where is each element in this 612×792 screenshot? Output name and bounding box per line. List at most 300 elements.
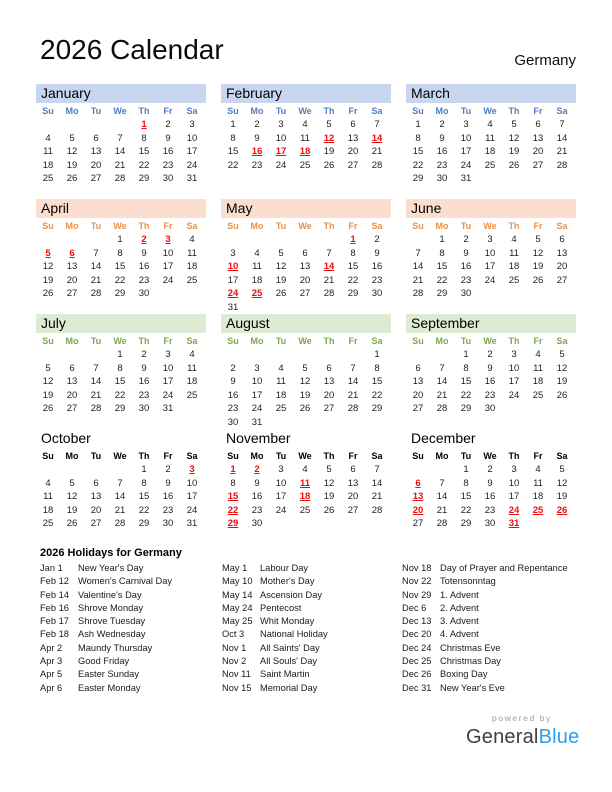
day-cell: 22 — [114, 389, 126, 401]
week-row — [221, 132, 391, 146]
month-title: October — [36, 429, 206, 448]
holiday-item — [40, 602, 172, 615]
day-cell: 2 — [165, 464, 171, 475]
day-cell: 15 — [138, 146, 150, 157]
day-cell: 13 — [347, 132, 359, 144]
day-cell: 7 — [93, 362, 99, 374]
month-may — [221, 199, 391, 314]
weekday-label: Sa — [186, 221, 198, 231]
week-row — [406, 247, 576, 261]
day-cell: 7 — [439, 362, 445, 374]
weekday-label: Fr — [163, 106, 173, 116]
day-cell: 19 — [323, 146, 335, 157]
holiday-item — [402, 615, 568, 628]
holiday-item — [40, 655, 172, 668]
week-row — [406, 490, 576, 504]
weekday-header-row — [406, 218, 576, 233]
day-cell: 10 — [508, 477, 520, 489]
day-cell: 24 — [251, 403, 263, 414]
day-cell: 21 — [323, 274, 335, 286]
day-cell: 10 — [508, 362, 520, 374]
weekday-label: We — [298, 221, 312, 231]
weekday-label: Mo — [250, 451, 264, 461]
day-cell: 4 — [535, 349, 541, 360]
day-cell: 1 — [439, 234, 445, 245]
holiday-name: Whit Monday — [260, 616, 315, 627]
day-cell: 17 — [186, 491, 198, 502]
week-row — [36, 490, 206, 504]
day-cell: 22 — [460, 389, 472, 401]
week-row — [36, 477, 206, 491]
holiday-name: Pentecost — [260, 602, 302, 613]
day-cell: 1 — [141, 119, 147, 130]
holiday-item — [40, 575, 172, 588]
day-cell: 24 — [508, 389, 520, 401]
day-cell: 14 — [90, 376, 102, 387]
weekday-label: Fr — [348, 451, 358, 461]
holiday-date: May 1 — [222, 563, 248, 573]
day-cell: 16 — [460, 261, 472, 272]
holiday-date: Feb 12 — [40, 576, 69, 587]
day-cell: 2 — [487, 464, 493, 475]
day-cell: 1 — [117, 234, 123, 245]
day-cell: 22 — [412, 159, 424, 171]
day-cell: 26 — [532, 274, 544, 286]
day-cell: 27 — [347, 159, 359, 171]
holiday-item — [222, 655, 328, 668]
day-cell: 19 — [508, 146, 520, 157]
day-cell: 6 — [69, 247, 75, 259]
month-august — [221, 314, 391, 429]
day-cell: 1 — [117, 349, 123, 360]
day-cell: 5 — [69, 477, 75, 489]
day-cell: 21 — [371, 491, 383, 502]
day-cell: 18 — [42, 504, 54, 516]
month-february — [221, 84, 391, 199]
day-cell: 13 — [323, 376, 335, 387]
day-cell: 13 — [532, 132, 544, 144]
holiday-name: Women's Carnival Day — [78, 576, 173, 587]
day-cell: 19 — [299, 389, 311, 401]
day-cell: 5 — [326, 119, 332, 130]
day-cell: 16 — [371, 261, 383, 272]
day-cell: 8 — [117, 362, 123, 374]
weekday-label: We — [483, 221, 497, 231]
week-row — [36, 362, 206, 376]
day-cell: 16 — [484, 491, 496, 502]
day-cell: 1 — [141, 464, 147, 475]
week-row — [406, 477, 576, 491]
week-row — [221, 118, 391, 132]
holiday-name: Mother's Day — [260, 576, 315, 587]
holiday-item — [402, 682, 568, 695]
day-cell: 25 — [42, 173, 54, 184]
day-cell: 8 — [141, 132, 147, 144]
day-cell: 12 — [42, 261, 54, 272]
weekday-label: Sa — [371, 451, 383, 461]
weekday-label: We — [483, 106, 497, 116]
day-cell: 12 — [66, 146, 78, 157]
weekday-label: Th — [323, 336, 335, 346]
day-cell: 12 — [556, 362, 568, 374]
day-cell: 4 — [302, 464, 308, 475]
day-cell: 5 — [45, 362, 51, 374]
page-title: 2026 Calendar — [40, 34, 224, 65]
weekday-label: Th — [138, 451, 150, 461]
day-cell: 2 — [254, 119, 260, 130]
day-cell: 10 — [460, 132, 472, 144]
week-row — [221, 490, 391, 504]
day-cell: 5 — [559, 349, 565, 360]
holiday-date: Dec 25 — [402, 656, 432, 667]
day-cell: 7 — [374, 119, 380, 130]
day-cell: 26 — [556, 389, 568, 401]
holiday-date: Nov 15 — [222, 682, 252, 693]
weekday-label: Th — [508, 336, 520, 346]
day-cell: 17 — [275, 491, 287, 502]
day-cell: 25 — [275, 403, 287, 414]
weekday-label: Tu — [90, 221, 102, 231]
day-cell: 29 — [460, 403, 472, 414]
holiday-name: Christmas Eve — [440, 642, 501, 653]
week-row — [221, 233, 391, 247]
day-cell: 18 — [508, 261, 520, 272]
day-cell: 18 — [299, 146, 311, 157]
day-cell: 14 — [114, 491, 126, 502]
day-cell: 18 — [532, 491, 544, 502]
holiday-name: Memorial Day — [260, 682, 318, 693]
day-cell: 12 — [556, 477, 568, 489]
day-cell: 21 — [90, 389, 102, 401]
holiday-name: Easter Monday — [78, 682, 141, 693]
day-cell: 24 — [275, 504, 287, 516]
weekday-header-row — [221, 333, 391, 348]
day-cell: 16 — [162, 491, 174, 502]
day-cell: 23 — [371, 274, 383, 286]
holiday-item — [222, 562, 328, 575]
day-cell: 10 — [275, 132, 287, 144]
holiday-item — [222, 575, 328, 588]
month-october — [36, 429, 206, 544]
day-cell: 23 — [138, 389, 150, 401]
weekday-label: Mo — [435, 221, 449, 231]
day-cell: 17 — [460, 146, 472, 157]
week-row — [406, 118, 576, 132]
day-cell: 28 — [323, 288, 335, 299]
holiday-date: Apr 6 — [40, 682, 63, 693]
weekday-label: Su — [42, 106, 54, 116]
day-cell: 5 — [535, 234, 541, 245]
day-cell: 16 — [227, 389, 239, 401]
day-cell: 27 — [556, 274, 568, 286]
weekday-label: Tu — [275, 336, 287, 346]
day-cell: 5 — [559, 464, 565, 475]
day-cell: 27 — [532, 159, 544, 171]
holiday-date: May 10 — [222, 576, 253, 587]
week-row — [36, 375, 206, 389]
day-cell: 10 — [227, 261, 239, 272]
holiday-date: Feb 14 — [40, 589, 69, 600]
day-cell: 26 — [42, 403, 54, 414]
holiday-name: Labour Day — [260, 563, 309, 573]
day-cell: 30 — [138, 403, 150, 414]
week-row — [221, 477, 391, 491]
holiday-item — [40, 562, 172, 575]
day-cell: 31 — [508, 518, 520, 529]
day-cell: 10 — [484, 247, 496, 259]
weekday-header-row — [406, 333, 576, 348]
weekday-label: Su — [412, 106, 424, 116]
weekday-label: Th — [508, 106, 520, 116]
day-cell: 23 — [138, 274, 150, 286]
month-january — [36, 84, 206, 199]
day-cell: 17 — [162, 376, 174, 387]
day-cell: 3 — [487, 234, 493, 245]
weekday-label: We — [298, 106, 312, 116]
day-cell: 30 — [436, 173, 448, 184]
month-title: February — [221, 84, 391, 103]
holiday-item — [40, 628, 172, 641]
day-cell: 16 — [138, 261, 150, 272]
day-cell: 28 — [436, 518, 448, 529]
day-cell: 13 — [412, 491, 424, 502]
day-cell: 20 — [556, 261, 568, 272]
week-row — [221, 247, 391, 261]
day-cell: 4 — [535, 464, 541, 475]
day-cell: 20 — [90, 504, 102, 516]
day-cell: 24 — [508, 504, 520, 516]
day-cell: 19 — [66, 504, 78, 516]
day-cell: 3 — [511, 349, 517, 360]
day-cell: 31 — [251, 416, 263, 428]
weekday-label: Th — [323, 221, 335, 231]
week-row — [221, 416, 391, 430]
week-row — [406, 132, 576, 146]
day-cell: 1 — [374, 349, 380, 360]
weekday-label: Tu — [90, 336, 102, 346]
day-cell: 3 — [278, 119, 284, 130]
week-row — [36, 274, 206, 288]
week-row — [221, 402, 391, 416]
footer-brand — [466, 713, 578, 749]
day-cell: 20 — [299, 274, 311, 286]
day-cell: 24 — [162, 274, 174, 286]
day-cell: 18 — [186, 261, 198, 272]
day-cell: 26 — [66, 173, 78, 184]
day-cell: 7 — [350, 362, 356, 374]
weekday-label: Tu — [275, 221, 287, 231]
day-cell: 8 — [230, 477, 236, 489]
day-cell: 16 — [162, 146, 174, 157]
weekday-label: Tu — [460, 106, 472, 116]
holiday-item — [402, 628, 568, 641]
day-cell: 20 — [90, 159, 102, 171]
day-cell: 5 — [326, 464, 332, 475]
weekday-header-row — [221, 448, 391, 463]
holiday-date: May 14 — [222, 589, 253, 600]
holidays-heading: 2026 Holidays for Germany — [40, 547, 182, 559]
day-cell: 2 — [487, 349, 493, 360]
day-cell: 13 — [66, 261, 78, 272]
day-cell: 2 — [230, 362, 236, 374]
month-title: December — [406, 429, 576, 448]
weekday-label: Fr — [163, 451, 173, 461]
holiday-item — [402, 655, 568, 668]
day-cell: 8 — [463, 362, 469, 374]
holidays-column-1 — [40, 562, 172, 695]
day-cell: 28 — [371, 504, 383, 516]
month-title: August — [221, 314, 391, 333]
weekday-label: Su — [227, 106, 239, 116]
day-cell: 14 — [556, 132, 568, 144]
day-cell: 19 — [42, 274, 54, 286]
day-cell: 27 — [323, 403, 335, 414]
weekday-label: Su — [412, 221, 424, 231]
day-cell: 4 — [189, 349, 195, 360]
weekday-label: Sa — [556, 106, 568, 116]
holiday-date: Apr 3 — [40, 656, 63, 667]
day-cell: 22 — [436, 274, 448, 286]
weekday-header-row — [406, 448, 576, 463]
day-cell: 11 — [300, 132, 310, 144]
week-row — [36, 145, 206, 159]
day-cell: 9 — [165, 477, 171, 489]
week-row — [36, 389, 206, 403]
day-cell: 25 — [532, 504, 544, 516]
day-cell: 31 — [162, 403, 174, 414]
day-cell: 11 — [299, 477, 311, 489]
week-row — [36, 233, 206, 247]
weekday-label: Fr — [533, 336, 543, 346]
day-cell: 8 — [230, 132, 236, 144]
day-cell: 18 — [484, 146, 496, 157]
day-cell: 19 — [42, 389, 54, 401]
weekday-label: Sa — [556, 221, 568, 231]
day-cell: 5 — [69, 132, 75, 144]
day-cell: 12 — [532, 247, 544, 259]
week-row — [36, 348, 206, 362]
holiday-name: Shrove Monday — [78, 602, 144, 613]
day-cell: 30 — [162, 173, 174, 184]
day-cell: 24 — [186, 159, 198, 171]
day-cell: 9 — [165, 132, 171, 144]
day-cell: 6 — [326, 362, 332, 374]
day-cell: 9 — [439, 132, 445, 144]
day-cell: 17 — [508, 376, 520, 387]
week-row — [36, 118, 206, 132]
weekday-label: Su — [42, 451, 54, 461]
month-title: January — [36, 84, 206, 103]
weekday-label: Fr — [163, 336, 173, 346]
holiday-date: Nov 22 — [402, 576, 432, 587]
weekday-label: Mo — [435, 451, 449, 461]
day-cell: 25 — [532, 389, 544, 401]
holiday-date: Dec 24 — [402, 642, 432, 653]
holiday-item — [222, 668, 328, 681]
day-cell: 6 — [559, 234, 565, 245]
week-row — [406, 159, 576, 173]
day-cell: 30 — [484, 403, 496, 414]
day-cell: 17 — [162, 261, 174, 272]
day-cell: 2 — [374, 234, 380, 245]
month-november — [221, 429, 391, 544]
day-cell: 14 — [371, 477, 383, 489]
day-cell: 22 — [114, 274, 126, 286]
day-cell: 23 — [251, 504, 263, 516]
day-cell: 31 — [460, 173, 472, 184]
day-cell: 20 — [532, 146, 544, 157]
day-cell: 19 — [66, 159, 78, 171]
weekday-label: Fr — [163, 221, 173, 231]
weekday-header-row — [221, 218, 391, 233]
weekday-label: Mo — [250, 106, 264, 116]
region-label: Germany — [514, 52, 576, 69]
day-cell: 15 — [114, 261, 126, 272]
day-cell: 30 — [484, 518, 496, 529]
day-cell: 3 — [278, 464, 284, 475]
day-cell: 19 — [532, 261, 544, 272]
day-cell: 27 — [90, 173, 102, 184]
day-cell: 20 — [66, 389, 78, 401]
holiday-date: Nov 2 — [222, 656, 247, 667]
day-cell: 20 — [347, 146, 359, 157]
weekday-label: Su — [412, 451, 424, 461]
day-cell: 11 — [533, 362, 543, 374]
weekday-label: Sa — [186, 106, 198, 116]
weekday-header-row — [36, 448, 206, 463]
day-cell: 27 — [412, 403, 424, 414]
day-cell: 26 — [556, 504, 568, 516]
holiday-name: National Holiday — [260, 629, 328, 640]
week-row — [221, 301, 391, 315]
day-cell: 25 — [251, 288, 263, 299]
weekday-label: We — [298, 336, 312, 346]
weekday-label: Su — [227, 336, 239, 346]
day-cell: 13 — [556, 247, 568, 259]
holiday-name: Boxing Day — [440, 669, 488, 680]
day-cell: 10 — [251, 376, 263, 387]
day-cell: 3 — [230, 247, 236, 259]
holiday-item — [222, 642, 328, 655]
day-cell: 29 — [114, 403, 126, 414]
day-cell: 18 — [299, 491, 311, 502]
brand-general: General — [466, 726, 539, 748]
day-cell: 11 — [252, 261, 262, 272]
weekday-label: We — [483, 336, 497, 346]
holiday-name: Totensonntag — [440, 576, 496, 587]
day-cell: 24 — [227, 288, 239, 299]
day-cell: 28 — [114, 518, 126, 529]
holiday-item — [222, 602, 328, 615]
day-cell: 20 — [66, 274, 78, 286]
day-cell: 4 — [302, 119, 308, 130]
day-cell: 17 — [484, 261, 496, 272]
week-row — [406, 274, 576, 288]
day-cell: 27 — [347, 504, 359, 516]
weekday-label: Sa — [186, 336, 198, 346]
day-cell: 9 — [463, 247, 469, 259]
day-cell: 11 — [43, 146, 53, 157]
weekday-label: Fr — [348, 336, 358, 346]
weekday-label: Fr — [533, 451, 543, 461]
weekday-header-row — [406, 103, 576, 118]
day-cell: 28 — [114, 173, 126, 184]
day-cell: 24 — [460, 159, 472, 171]
month-july — [36, 314, 206, 429]
holiday-date: Dec 26 — [402, 669, 432, 680]
weekday-label: Th — [323, 106, 335, 116]
day-cell: 13 — [90, 491, 102, 502]
